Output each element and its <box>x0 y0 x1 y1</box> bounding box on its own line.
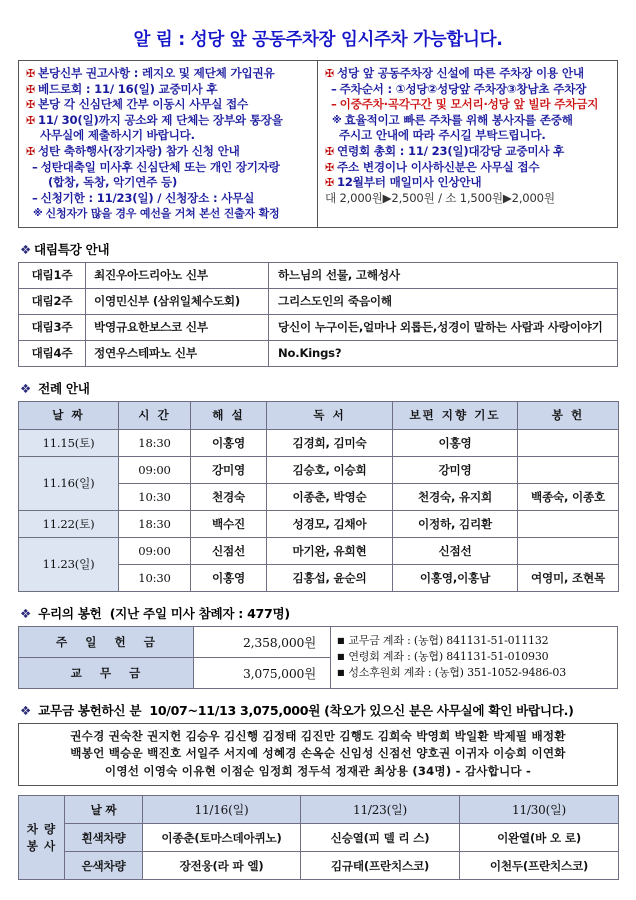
notices-left-column <box>19 61 318 227</box>
notice-item <box>26 191 311 207</box>
car-service-row-label: 흰색차량 <box>65 824 143 852</box>
cross-icon: ✠ <box>325 176 335 190</box>
liturgy-commentator-cell: 천경숙 <box>191 483 267 510</box>
column-header: 해 설 <box>191 401 267 429</box>
column-header: 시 간 <box>119 401 191 429</box>
notice-item <box>325 144 611 160</box>
table-header-row <box>19 401 619 429</box>
offering-table <box>18 626 618 689</box>
cross-icon: ✠ <box>26 82 36 96</box>
table-row <box>19 429 619 456</box>
liturgy-commentator-cell: 백수진 <box>191 510 267 537</box>
dash-bullet-icon: – <box>331 97 337 112</box>
daerim-priest-cell: 최진우아드리아노 신부 <box>86 262 269 288</box>
notice-item <box>26 97 311 113</box>
car-service-driver-cell: 김규태(프란치스코) <box>301 852 460 880</box>
dash-bullet-icon: – <box>32 159 38 174</box>
car-service-date-cell: 11/16(일) <box>143 796 301 824</box>
cross-icon: ✠ <box>26 144 36 158</box>
square-bullet-icon: ■ <box>337 668 345 678</box>
car-service-row-label: 은색차량 <box>65 852 143 880</box>
car-service-side-label-line2: 봉 사 <box>26 838 57 853</box>
liturgy-prayer-cell: 강미영 <box>393 456 518 483</box>
daerim-week-cell: 대림4주 <box>19 340 86 366</box>
liturgy-reading-cell: 김홍섭, 윤순의 <box>267 564 393 591</box>
car-service-driver-cell: 신승열(피 델 리 스) <box>301 824 460 852</box>
offering-heading-sub: (지난 주일 미사 참례자 : 477명) <box>109 605 290 621</box>
notice-text: 주차순서 : ①성당②성당앞 주차장③창남초 주차장 <box>339 81 587 96</box>
liturgy-prayer-cell: 이정하, 김리환 <box>393 510 518 537</box>
daerim-priest-cell: 정연우스테파노 신부 <box>86 340 269 366</box>
table-row <box>19 456 619 483</box>
notice-text: 주시고 안내에 따라 주시길 부탁드립니다. <box>339 128 546 143</box>
dash-bullet-icon: – <box>331 81 337 96</box>
liturgy-commentator-cell: 신점선 <box>191 537 267 564</box>
car-service-side-label <box>19 796 65 880</box>
liturgy-date-cell: 11.23(일) <box>19 537 119 591</box>
daerim-priest-cell: 박영규요한보스코 신부 <box>86 314 269 340</box>
daerim-topic-cell: No.Kings? <box>269 340 618 366</box>
notice-text: 성탄대축일 미사후 신심단체 또는 개인 장기자랑 <box>40 159 280 174</box>
liturgy-time-cell: 10:30 <box>119 483 191 510</box>
daerim-table <box>18 262 618 367</box>
liturgy-time-cell: 18:30 <box>119 429 191 456</box>
notice-text: 효율적이고 빠른 주차를 위해 봉사자를 존중해 <box>344 112 573 127</box>
notice-item <box>26 66 311 82</box>
liturgy-reading-cell: 성경모, 김채아 <box>267 510 393 537</box>
car-service-table <box>18 795 619 880</box>
notice-text: 본당신부 권고사항 : 레지오 및 제단체 가입권유 <box>38 66 275 80</box>
car-service-date-cell: 11/30(일) <box>460 796 619 824</box>
offering-label-cell: 교 무 금 <box>19 657 194 688</box>
bank-account-text: 연령회 계좌 : (농협) 841131-51-010930 <box>348 650 549 664</box>
asterisk-icon: ※ <box>33 208 43 220</box>
car-service-side-label-line1: 차 량 <box>26 821 57 836</box>
liturgy-reading-cell: 이종춘, 박영순 <box>267 483 393 510</box>
notice-item <box>325 82 611 98</box>
car-service-driver-cell: 이완열(바 오 로) <box>460 824 619 852</box>
car-service-row-label: 날 짜 <box>65 796 143 824</box>
donors-heading-sub: 10/07~11/13 3,075,000원 (착오가 있으신 분은 사무실에 확인 바랍니다.) <box>149 702 574 718</box>
liturgy-time-cell: 09:00 <box>119 537 191 564</box>
table-row <box>19 314 618 340</box>
daerim-priest-cell: 이영민신부 (삼위일체수도회) <box>86 288 269 314</box>
table-row <box>19 824 619 852</box>
daerim-topic-cell: 그리스도인의 죽음이해 <box>269 288 618 314</box>
asterisk-icon: ※ <box>332 114 342 126</box>
liturgy-offering-cell <box>518 510 619 537</box>
column-header: 독 서 <box>267 401 393 429</box>
notice-text: 주소 변경이나 이사하신분은 사무실 접수 <box>337 159 540 174</box>
notice-text: 성탄 축하행사(장기자랑) 참가 신청 안내 <box>38 143 240 158</box>
liturgy-date-cell: 11.15(토) <box>19 429 119 456</box>
table-row <box>19 340 618 366</box>
liturgy-commentator-cell: 강미영 <box>191 456 267 483</box>
liturgy-section-heading <box>20 378 618 397</box>
donor-names-line: 백봉언 백승운 백진호 서일주 서지예 성혜경 손옥순 신임성 신점선 양호권 이귀자 이승희 이연화 <box>70 746 566 761</box>
cross-icon: ✠ <box>26 98 36 112</box>
cross-icon: ✠ <box>325 144 335 158</box>
notice-text: 11/ 30(일)까지 공소와 제 단체는 장부와 통장을 <box>38 112 283 127</box>
cross-icon: ✠ <box>325 67 335 80</box>
cross-icon: ✠ <box>26 67 36 80</box>
offering-section-heading <box>20 603 618 622</box>
diamond-bullet-icon: ❖ <box>20 702 31 718</box>
notice-text: 12월부터 매일미사 인상안내 <box>337 175 482 190</box>
notice-text: 연령회 총회 : 11/ 23(일)대강당 교중미사 후 <box>337 143 565 158</box>
cross-icon: ✠ <box>26 113 36 127</box>
car-service-driver-cell: 장전웅(라 파 엘) <box>143 852 301 880</box>
notice-text: 본당 각 신심단체 간부 이동시 사무실 접수 <box>38 97 249 112</box>
notice-item <box>26 175 311 191</box>
column-header: 봉 헌 <box>518 401 619 429</box>
liturgy-offering-cell <box>518 429 619 456</box>
daerim-week-cell: 대림3주 <box>19 314 86 340</box>
liturgy-reading-cell: 마기완, 유희현 <box>267 537 393 564</box>
table-row <box>19 262 618 288</box>
daerim-week-cell: 대림1주 <box>19 262 86 288</box>
bank-account-line <box>337 633 611 649</box>
liturgy-date-cell: 11.16(일) <box>19 456 119 510</box>
bank-account-line <box>337 665 611 681</box>
notice-item <box>325 175 611 191</box>
notice-item <box>26 206 311 222</box>
bank-account-line <box>337 649 611 665</box>
liturgy-time-cell: 10:30 <box>119 564 191 591</box>
notice-text: 신청자가 많을 경우 예선을 거쳐 본선 진출자 확정 <box>45 207 280 221</box>
table-row <box>19 626 618 657</box>
diamond-bullet-icon: ❖ <box>20 241 31 257</box>
table-row <box>19 510 619 537</box>
notice-item <box>325 66 611 82</box>
liturgy-prayer-cell: 이홍영,이홍남 <box>393 564 518 591</box>
car-service-date-cell: 11/23(일) <box>301 796 460 824</box>
car-service-driver-cell: 이종춘(토마스데아퀴노) <box>143 824 301 852</box>
liturgy-prayer-cell: 천경숙, 유지희 <box>393 483 518 510</box>
notice-text: 성당 앞 공동주차장 신설에 따른 주차장 이용 안내 <box>337 66 584 80</box>
liturgy-time-cell: 09:00 <box>119 456 191 483</box>
notice-text: 사무실에 제출하시기 바랍니다. <box>40 128 195 143</box>
daerim-heading-text: 대림특강 안내 <box>34 241 110 257</box>
notice-item <box>325 160 611 176</box>
donor-names-line: 이영선 이영숙 이유현 이점순 임정희 정두석 정재관 최상용 (34명) - 감사합니다 - <box>104 763 532 778</box>
diamond-bullet-icon: ❖ <box>20 380 31 396</box>
square-bullet-icon: ■ <box>337 652 345 662</box>
liturgy-heading-text: 전례 안내 <box>38 380 90 396</box>
liturgy-offering-cell: 여영미, 조현목 <box>518 564 619 591</box>
bank-accounts-cell <box>331 626 618 688</box>
notices-box <box>18 60 618 228</box>
notice-item <box>26 113 311 129</box>
page-title: 알 림 : 성당 앞 공동주차장 임시주차 가능합니다. <box>133 30 503 50</box>
diamond-bullet-icon: ❖ <box>20 605 31 621</box>
column-header: 보편 지향 기도 <box>393 401 518 429</box>
car-service-driver-cell: 이천두(프란치스코) <box>460 852 619 880</box>
table-row <box>19 796 619 824</box>
donors-heading-text: 교무금 봉헌하신 분 <box>38 702 142 718</box>
liturgy-date-cell: 11.22(토) <box>19 510 119 537</box>
liturgy-commentator-cell: 이홍영 <box>191 564 267 591</box>
table-row <box>19 852 619 880</box>
notice-item <box>26 128 311 144</box>
liturgy-commentator-cell: 이홍영 <box>191 429 267 456</box>
liturgy-time-cell: 18:30 <box>119 510 191 537</box>
offering-label-cell: 주 일 헌 금 <box>19 626 194 657</box>
offering-heading-text: 우리의 봉헌 <box>38 605 102 621</box>
daerim-topic-cell: 하느님의 선물, 고해성사 <box>269 262 618 288</box>
notice-text: (합창, 독창, 악기연주 등) <box>48 175 178 190</box>
liturgy-offering-cell <box>518 456 619 483</box>
square-bullet-icon: ■ <box>337 636 345 646</box>
notice-item <box>325 191 611 207</box>
bank-account-text: 교무금 계좌 : (농협) 841131-51-011132 <box>348 634 549 648</box>
notice-item <box>325 97 611 113</box>
offering-amount-cell: 3,075,000원 <box>194 657 331 688</box>
daerim-section-heading <box>20 239 618 258</box>
table-row <box>19 537 619 564</box>
donor-names-line: 권수경 권숙찬 권지헌 김승우 김신행 김정태 김진만 김행도 김희숙 박영희 박일환 박제필 배정환 <box>70 728 566 743</box>
liturgy-prayer-cell: 이홍영 <box>393 429 518 456</box>
notice-item <box>26 82 311 98</box>
daerim-topic-cell: 당신이 누구이든,얼마나 외롭든,성경이 말하는 사람과 사랑이야기 <box>269 314 618 340</box>
donors-box <box>18 723 618 787</box>
table-row <box>19 288 618 314</box>
bank-account-text: 성소후원회 계좌 : (농협) 351-1052-9486-03 <box>348 666 566 680</box>
notice-text: 베드로회 : 11/ 16(일) 교중미사 후 <box>38 81 218 96</box>
liturgy-offering-cell: 백종숙, 이종호 <box>518 483 619 510</box>
cross-icon: ✠ <box>325 160 335 174</box>
liturgy-reading-cell: 김승호, 이승희 <box>267 456 393 483</box>
notice-text: 대 2,000원▶2,500원 / 소 1,500원▶2,000원 <box>325 190 555 205</box>
column-header: 날 짜 <box>19 401 119 429</box>
daerim-week-cell: 대림2주 <box>19 288 86 314</box>
notice-item <box>26 160 311 176</box>
notice-item <box>325 113 611 129</box>
dash-bullet-icon: – <box>32 190 38 205</box>
liturgy-reading-cell: 김경희, 김미숙 <box>267 429 393 456</box>
liturgy-offering-cell <box>518 537 619 564</box>
offering-amount-cell: 2,358,000원 <box>194 626 331 657</box>
notice-item <box>325 128 611 144</box>
notice-item <box>26 144 311 160</box>
notice-text: 신청기한 : 11/23(일) / 신청장소 : 사무실 <box>40 190 255 205</box>
notices-right-column <box>318 61 617 227</box>
liturgy-prayer-cell: 신점선 <box>393 537 518 564</box>
notice-text: 이중주차·곡각구간 및 모서리·성당 앞 빌라 주차금지 <box>339 97 599 112</box>
donors-section-heading <box>20 700 618 719</box>
liturgy-table <box>18 401 619 592</box>
